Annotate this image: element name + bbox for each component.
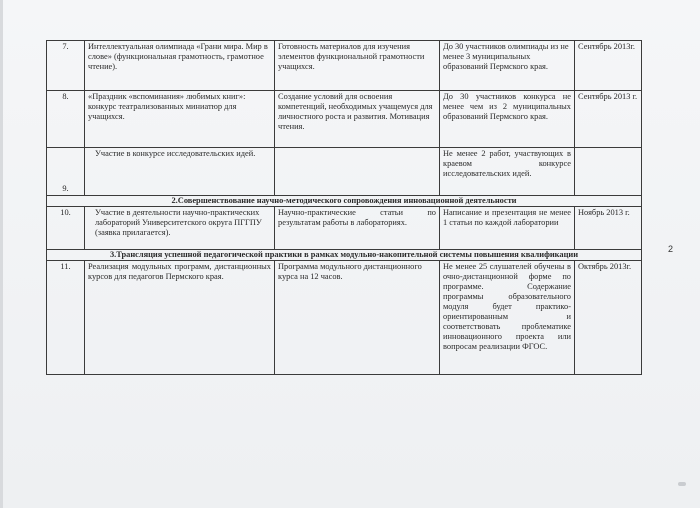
event-cell: Реализация модульных программ, дистанционных курсов для педагогов Пермского края. xyxy=(85,261,275,375)
table-row xyxy=(47,148,642,196)
goal-cell: Создание условий для освоения компетенций, необходимых учащемуся для личностного роста и развития. Мотивация чтения. xyxy=(275,91,440,148)
result-cell: Не менее 2 работ, участвующих в краевом конкурсе исследовательских идей. xyxy=(440,148,575,196)
row-number: 7. xyxy=(47,41,85,91)
event-cell: Интеллектуальная олимпиада «Грани мира. Мир в слове» (функциональная грамотность, грамотное чтение). xyxy=(85,41,275,91)
page-number: 2 xyxy=(668,244,674,254)
table-row xyxy=(47,207,642,250)
result-cell: До 30 участников конкурса не менее чем из 2 муниципальных образований Пермского края. xyxy=(440,91,575,148)
row-number: 10. xyxy=(47,207,85,250)
date-cell: Сентябрь 2013 г. xyxy=(575,91,642,148)
event-cell: «Праздник «вспоминания» любимых книг»: конкурс театрализованных миниатюр для учащихся. xyxy=(85,91,275,148)
date-cell: Октябрь 2013г. xyxy=(575,261,642,375)
table-row xyxy=(47,261,642,375)
date-cell: Ноябрь 2013 г. xyxy=(575,207,642,250)
result-cell: До 30 участников олимпиады из не менее 3 муниципальных образований Пермского края. xyxy=(440,41,575,91)
table-row xyxy=(47,196,642,207)
date-cell: Сентябрь 2013г. xyxy=(575,41,642,91)
scan-edge xyxy=(0,0,3,508)
event-cell: Участие в деятельности научно-практических лабораторий Университетского округа ПГГПУ (заявка прилагается). xyxy=(85,207,275,250)
result-cell: Написание и презентация не менее 1 статьи по каждой лаборатории xyxy=(440,207,575,250)
date-cell xyxy=(575,148,642,196)
row-number: 9. xyxy=(47,148,85,196)
table-row xyxy=(47,41,642,91)
row-number: 8. xyxy=(47,91,85,148)
table-row xyxy=(47,250,642,261)
scan-smudge xyxy=(678,482,686,486)
section-heading: 3.Трансляция успешной педагогической практики в рамках модульно-накопительной системы повышения квалификации xyxy=(47,250,642,261)
section-heading: 2.Совершенствование научно-методического сопровождения инновационной деятельности xyxy=(47,196,642,207)
goal-cell: Программа модульного дистанционного курса на 12 часов. xyxy=(275,261,440,375)
goal-cell: Готовность материалов для изучения элементов функциональной грамотности учащихся. xyxy=(275,41,440,91)
table-row xyxy=(47,91,642,148)
result-cell: Не менее 25 слушателей обучены в очно-дистанционной форме по программе. Содержание программы образовательного модуля будет практико-ориентированным и соответствовать проблематике инновационного проекта или вопросам реализации ФГОС. xyxy=(440,261,575,375)
plan-table xyxy=(46,40,642,375)
goal-cell xyxy=(275,148,440,196)
event-cell: Участие в конкурсе исследовательских идей. xyxy=(85,148,275,196)
goal-cell: Научно-практические статьи по результатам работы в лабораториях. xyxy=(275,207,440,250)
row-number: 11. xyxy=(47,261,85,375)
